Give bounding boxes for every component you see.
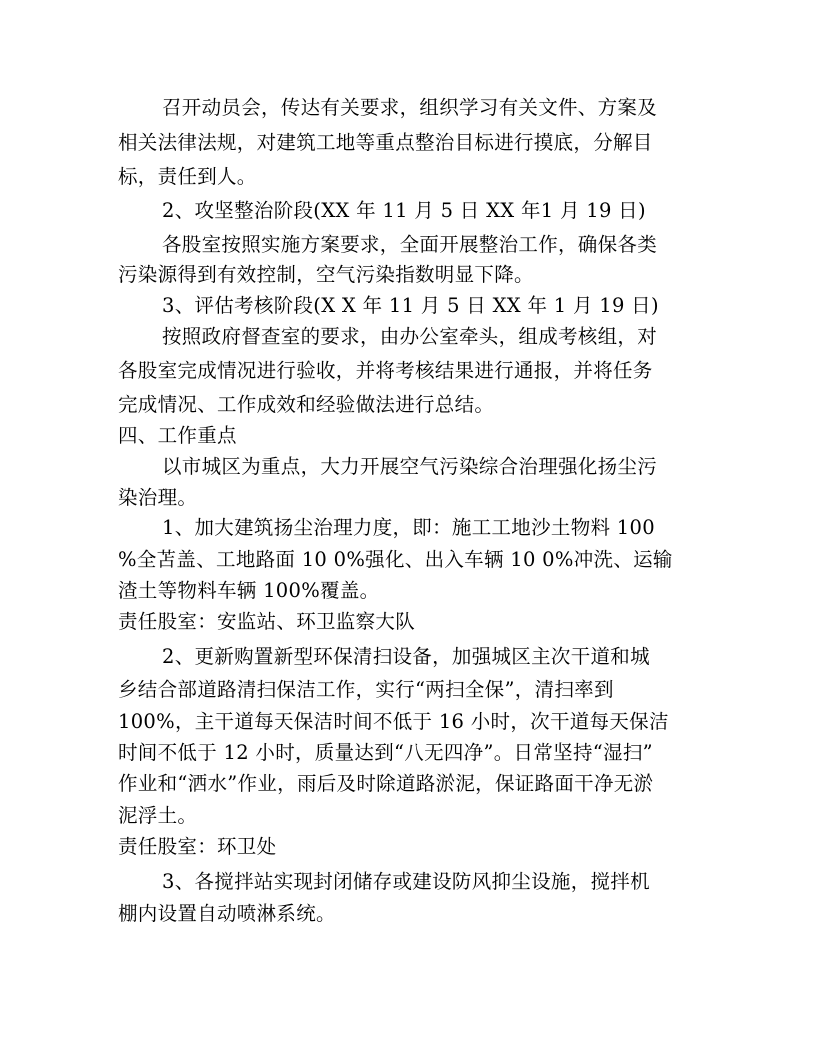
text-line: 各股室按照实施方案要求，全面开展整治工作，确保各类 xyxy=(162,233,658,256)
text-line: 100%，主干道每天保洁时间不低于 16 小时，次干道每天保洁 xyxy=(118,710,669,733)
text-line: 渣土等物料车辆 100%覆盖。 xyxy=(118,579,380,602)
text-line: 相关法律法规，对建筑工地等重点整治目标进行摸底，分解目 xyxy=(118,131,653,154)
text-line: 各股室完成情况进行验收，并将考核结果进行通报，并将任务 xyxy=(118,359,653,382)
text-line: 泥浮土。 xyxy=(118,804,198,827)
text-line: 乡结合部道路清扫保洁工作，实行“两扫全保”，清扫率到 xyxy=(118,678,614,701)
text-line: 3、各搅拌站实现封闭储存或建设防风抑尘设施，搅拌机 xyxy=(162,870,650,893)
text-line: %全苫盖、工地路面 10 0%强化、出入车辆 10 0%冲洗、运输 xyxy=(118,548,673,571)
text-line: 2、攻坚整治阶段(XX 年 11 月 5 日 XX 年1 月 19 日) xyxy=(162,199,646,222)
text-line: 标，责任到人。 xyxy=(118,165,257,188)
text-line: 完成情况、工作成效和经验做法进行总结。 xyxy=(118,393,495,416)
text-line: 棚内设置自动喷淋系统。 xyxy=(118,902,336,925)
text-line: 3、评估考核阶段(X X 年 11 月 5 日 XX 年 1 月 19 日) xyxy=(162,294,659,317)
text-line: 作业和“洒水”作业，雨后及时除道路淤泥，保证路面干净无淤 xyxy=(118,772,654,795)
text-line: 召开动员会，传达有关要求，组织学习有关文件、方案及 xyxy=(162,96,658,119)
text-line: 责任股室：安监站、环卫监察大队 xyxy=(118,610,416,633)
text-line: 按照政府督查室的要求，由办公室牵头，组成考核组，对 xyxy=(162,325,658,348)
text-line: 责任股室：环卫处 xyxy=(118,835,277,858)
text-line: 污染源得到有效控制，空气污染指数明显下降。 xyxy=(118,263,534,286)
text-line: 2、更新购置新型环保清扫设备，加强城区主次干道和城 xyxy=(162,645,650,668)
text-line: 染治理。 xyxy=(118,486,198,509)
section-heading: 四、工作重点 xyxy=(118,424,237,447)
text-line: 1、加大建筑扬尘治理力度，即：施工工地沙土物料 100 xyxy=(162,516,655,539)
text-line: 以市城区为重点，大力开展空气污染综合治理强化扬尘污 xyxy=(162,455,658,478)
text-line: 时间不低于 12 小时，质量达到“八无四净”。日常坚持“湿扫” xyxy=(118,741,653,764)
